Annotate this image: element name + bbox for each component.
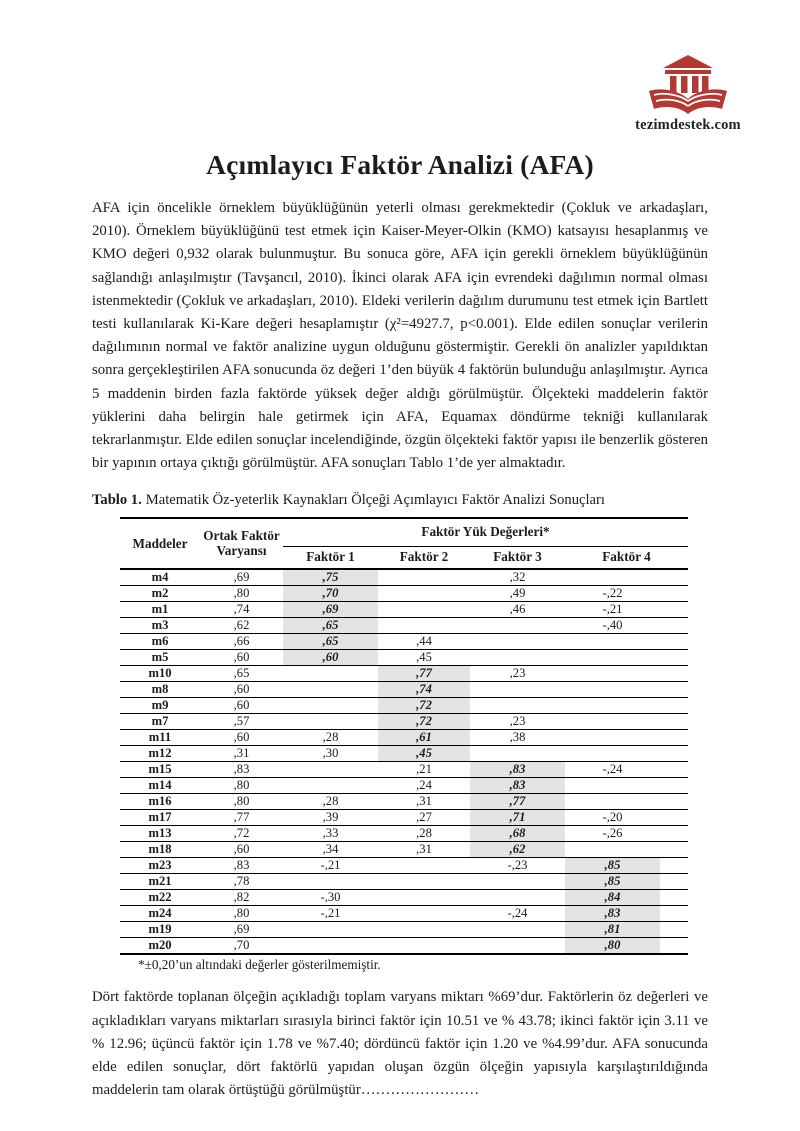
loading-cell-f3: ,77 (470, 794, 565, 810)
varyans-cell: ,65 (200, 666, 283, 682)
loading-cell-f4: -,22 (565, 586, 688, 602)
loading-cell-f4: ,84 (565, 890, 688, 906)
madde-cell: m17 (120, 810, 200, 826)
loading-cell-f3: ,32 (470, 569, 565, 586)
loading-cell-f1 (283, 762, 378, 778)
loading-cell-f1: -,21 (283, 906, 378, 922)
loading-cell-f2: ,61 (378, 730, 470, 746)
madde-cell: m19 (120, 922, 200, 938)
loading-cell-f1: -,30 (283, 890, 378, 906)
loading-cell-f4: -,21 (565, 602, 688, 618)
loading-cell-f4 (565, 730, 688, 746)
varyans-cell: ,83 (200, 858, 283, 874)
loading-cell-f3: ,68 (470, 826, 565, 842)
loading-cell-f2: ,72 (378, 714, 470, 730)
loading-cell-f1 (283, 938, 378, 955)
varyans-cell: ,60 (200, 730, 283, 746)
factor-table-body (120, 569, 688, 954)
loading-cell-f1: ,30 (283, 746, 378, 762)
madde-cell: m8 (120, 682, 200, 698)
varyans-cell: ,60 (200, 842, 283, 858)
loading-cell-f2 (378, 602, 470, 618)
table-row (120, 842, 688, 858)
loading-cell-f4: ,85 (565, 858, 688, 874)
loading-cell-f3 (470, 922, 565, 938)
madde-cell: m18 (120, 842, 200, 858)
table-row (120, 874, 688, 890)
table-row (120, 602, 688, 618)
loading-cell-f4: ,85 (565, 874, 688, 890)
loading-cell-f3 (470, 890, 565, 906)
loading-cell-f2 (378, 858, 470, 874)
header-ortak-faktor-varyansi: Ortak Faktör Varyansı (203, 528, 280, 558)
loading-cell-f3: ,23 (470, 714, 565, 730)
loading-cell-f1 (283, 874, 378, 890)
varyans-cell: ,80 (200, 794, 283, 810)
madde-cell: m11 (120, 730, 200, 746)
table-caption-text: Matematik Öz-yeterlik Kaynakları Ölçeği Açımlayıcı Faktör Analizi Sonuçları (145, 492, 605, 509)
loading-cell-f3: ,62 (470, 842, 565, 858)
table-header (120, 518, 688, 569)
madde-cell: m2 (120, 586, 200, 602)
varyans-cell: ,82 (200, 890, 283, 906)
header-faktor-3: Faktör 3 (493, 549, 542, 565)
varyans-cell: ,72 (200, 826, 283, 842)
loading-cell-f4: ,83 (565, 906, 688, 922)
loading-cell-f4: ,80 (565, 938, 688, 955)
factor-analysis-table (120, 517, 688, 955)
temple-book-logo-icon (645, 54, 731, 116)
table-row (120, 778, 688, 794)
header-faktor-1: Faktör 1 (306, 549, 355, 565)
varyans-cell: ,80 (200, 906, 283, 922)
madde-cell: m3 (120, 618, 200, 634)
table-row (120, 858, 688, 874)
varyans-cell: ,69 (200, 922, 283, 938)
loading-cell-f3 (470, 938, 565, 955)
loading-cell-f4 (565, 682, 688, 698)
madde-cell: m9 (120, 698, 200, 714)
loading-cell-f3: -,23 (470, 858, 565, 874)
loading-cell-f1: ,65 (283, 618, 378, 634)
loading-cell-f1: ,75 (283, 569, 378, 586)
varyans-cell: ,62 (200, 618, 283, 634)
loading-cell-f4 (565, 778, 688, 794)
varyans-cell: ,70 (200, 938, 283, 955)
loading-cell-f1: ,39 (283, 810, 378, 826)
varyans-cell: ,57 (200, 714, 283, 730)
header-faktor-4: Faktör 4 (602, 549, 651, 565)
madde-cell: m10 (120, 666, 200, 682)
loading-cell-f1 (283, 922, 378, 938)
madde-cell: m21 (120, 874, 200, 890)
loading-cell-f3 (470, 698, 565, 714)
loading-cell-f2 (378, 874, 470, 890)
loading-cell-f4: ,81 (565, 922, 688, 938)
madde-cell: m16 (120, 794, 200, 810)
loading-cell-f2: ,27 (378, 810, 470, 826)
loading-cell-f3 (470, 682, 565, 698)
madde-cell: m23 (120, 858, 200, 874)
site-logo (618, 54, 758, 134)
table-caption (92, 492, 708, 509)
table-row (120, 682, 688, 698)
loading-cell-f3 (470, 746, 565, 762)
table-row (120, 938, 688, 955)
loading-cell-f2 (378, 890, 470, 906)
varyans-cell: ,31 (200, 746, 283, 762)
header-faktor-yuk-degerleri: Faktör Yük Değerleri* (283, 518, 688, 546)
header-maddeler: Maddeler (132, 535, 188, 551)
loading-cell-f3 (470, 618, 565, 634)
loading-cell-f4 (565, 634, 688, 650)
loading-cell-f4 (565, 666, 688, 682)
table-row (120, 890, 688, 906)
page-title: Açımlayıcı Faktör Analizi (AFA) (206, 149, 594, 180)
varyans-cell: ,83 (200, 762, 283, 778)
varyans-cell: ,60 (200, 698, 283, 714)
loading-cell-f1: ,34 (283, 842, 378, 858)
intro-paragraph: AFA için öncelikle örneklem büyüklüğünün yeterli olması gerekmektedir (Çokluk ve arkadaşları, 2010). Örneklem büyüklüğünü test etmek için Kaiser-Meyer-Olkin (KMO) katsayısı hesaplanmış ve KMO değeri 0,932 olarak bulunmuştur. Bu sonuca göre, AFA için gerekli örneklem büyüklüğünün sağlandığı anlaşılmıştır (Tavşancıl, 2010). İkinci olarak AFA için evrendeki dağılımın normal olması istenmektedir (Çokluk ve arkadaşları, 2010). Eldeki verilerin dağılım durumunu test etmek için Bartlett testi kullanılarak Ki-Kare değeri hesaplamıştır (χ²=4927.7, p<0.001). Elde edilen sonuçlar verilerin dağılımının normal ve faktör analizine uygun olduğunu göstermiştir. Gerekli ön analizler yapıldıktan sonra gerçekleştirilen AFA sonucunda öz değeri 1’den büyük 4 faktörün bulunduğu anlaşılmıştır. Ayrıca 5 maddenin birden fazla faktörde yüksek değer aldığı görülmüştür. Ölçekteki maddelerin faktör yüklerini daha belirgin hale getirmek için AFA, Equamax döndürme tekniği kullanılarak tekrarlanmıştır. Elde edilen sonuçlar incelendiğinde, özgün ölçekteki faktör yapısı ile benzerlik gösteren bir yapının ortaya çıktığı görülmüştür. AFA sonuçları Tablo 1’de yer almaktadır. (92, 200, 708, 472)
madde-cell: m4 (120, 569, 200, 586)
table-row (120, 810, 688, 826)
table-footnote: *±0,20’un altındaki değerler gösterilmemiştir. (138, 957, 381, 973)
varyans-cell: ,69 (200, 569, 283, 586)
loading-cell-f1: ,60 (283, 650, 378, 666)
loading-cell-f2: ,74 (378, 682, 470, 698)
loading-cell-f3: ,71 (470, 810, 565, 826)
table-row (120, 698, 688, 714)
table-row (120, 826, 688, 842)
loading-cell-f2: ,45 (378, 650, 470, 666)
closing-paragraph: Dört faktörde toplanan ölçeğin açıkladığı toplam varyans miktarı %69’dur. Faktörlerin öz değerleri ve açıkladıkları varyans miktarları sırasıyla birinci faktör için 10.51 ve % 43.78; ikinci faktör için 3.11 ve % 12.96; üçüncü faktör için 1.78 ve %7.40; dördüncü faktör için 1.20 ve %4.99’dur. AFA sonucunda elde edilen sonuçlar, dört faktörlü yapıdan oluşan özgün ölçeğin yapısıyla karşılaştırıldığında maddelerin tam olarak örtüştüğü görülmüştür…………………… (92, 989, 708, 1099)
madde-cell: m20 (120, 938, 200, 955)
table-row (120, 618, 688, 634)
loading-cell-f3: -,24 (470, 906, 565, 922)
varyans-cell: ,80 (200, 778, 283, 794)
table-row (120, 906, 688, 922)
madde-cell: m15 (120, 762, 200, 778)
table-row (120, 762, 688, 778)
loading-cell-f4: -,24 (565, 762, 688, 778)
loading-cell-f1 (283, 666, 378, 682)
loading-cell-f1: -,21 (283, 858, 378, 874)
table-row (120, 634, 688, 650)
loading-cell-f1: ,65 (283, 634, 378, 650)
loading-cell-f4: -,20 (565, 810, 688, 826)
varyans-cell: ,60 (200, 682, 283, 698)
table-row (120, 666, 688, 682)
loading-cell-f2: ,45 (378, 746, 470, 762)
loading-cell-f1: ,28 (283, 730, 378, 746)
madde-cell: m1 (120, 602, 200, 618)
loading-cell-f2 (378, 938, 470, 955)
madde-cell: m14 (120, 778, 200, 794)
madde-cell: m7 (120, 714, 200, 730)
loading-cell-f4 (565, 714, 688, 730)
loading-cell-f2 (378, 569, 470, 586)
table-row (120, 922, 688, 938)
table-row (120, 714, 688, 730)
loading-cell-f1: ,33 (283, 826, 378, 842)
loading-cell-f1: ,28 (283, 794, 378, 810)
loading-cell-f3: ,83 (470, 778, 565, 794)
table-row (120, 586, 688, 602)
loading-cell-f3 (470, 874, 565, 890)
logo-text: tezimdestek.com (635, 117, 741, 133)
loading-cell-f3: ,38 (470, 730, 565, 746)
loading-cell-f1 (283, 778, 378, 794)
loading-cell-f2 (378, 586, 470, 602)
loading-cell-f3 (470, 634, 565, 650)
varyans-cell: ,60 (200, 650, 283, 666)
loading-cell-f1 (283, 682, 378, 698)
varyans-cell: ,66 (200, 634, 283, 650)
madde-cell: m24 (120, 906, 200, 922)
loading-cell-f4 (565, 569, 688, 586)
loading-cell-f2: ,77 (378, 666, 470, 682)
varyans-cell: ,74 (200, 602, 283, 618)
loading-cell-f3: ,49 (470, 586, 565, 602)
table-row (120, 650, 688, 666)
loading-cell-f2 (378, 618, 470, 634)
loading-cell-f2: ,44 (378, 634, 470, 650)
loading-cell-f3 (470, 650, 565, 666)
madde-cell: m5 (120, 650, 200, 666)
loading-cell-f1 (283, 714, 378, 730)
loading-cell-f4: -,26 (565, 826, 688, 842)
loading-cell-f1 (283, 698, 378, 714)
loading-cell-f1: ,70 (283, 586, 378, 602)
loading-cell-f4 (565, 698, 688, 714)
loading-cell-f4 (565, 650, 688, 666)
loading-cell-f3: ,23 (470, 666, 565, 682)
madde-cell: m12 (120, 746, 200, 762)
loading-cell-f3: ,83 (470, 762, 565, 778)
table-caption-label: Tablo 1. (92, 492, 142, 509)
loading-cell-f2 (378, 922, 470, 938)
loading-cell-f2: ,31 (378, 842, 470, 858)
madde-cell: m22 (120, 890, 200, 906)
loading-cell-f2 (378, 906, 470, 922)
table-row (120, 569, 688, 586)
varyans-cell: ,80 (200, 586, 283, 602)
loading-cell-f4 (565, 746, 688, 762)
loading-cell-f2: ,31 (378, 794, 470, 810)
loading-cell-f2: ,28 (378, 826, 470, 842)
loading-cell-f2: ,24 (378, 778, 470, 794)
loading-cell-f1: ,69 (283, 602, 378, 618)
varyans-cell: ,77 (200, 810, 283, 826)
header-faktor-2: Faktör 2 (399, 549, 449, 565)
loading-cell-f2: ,21 (378, 762, 470, 778)
loading-cell-f3: ,46 (470, 602, 565, 618)
table-row (120, 746, 688, 762)
table-row (120, 730, 688, 746)
table-row (120, 794, 688, 810)
madde-cell: m6 (120, 634, 200, 650)
loading-cell-f2: ,72 (378, 698, 470, 714)
loading-cell-f4 (565, 842, 688, 858)
loading-cell-f4 (565, 794, 688, 810)
varyans-cell: ,78 (200, 874, 283, 890)
loading-cell-f4: -,40 (565, 618, 688, 634)
madde-cell: m13 (120, 826, 200, 842)
